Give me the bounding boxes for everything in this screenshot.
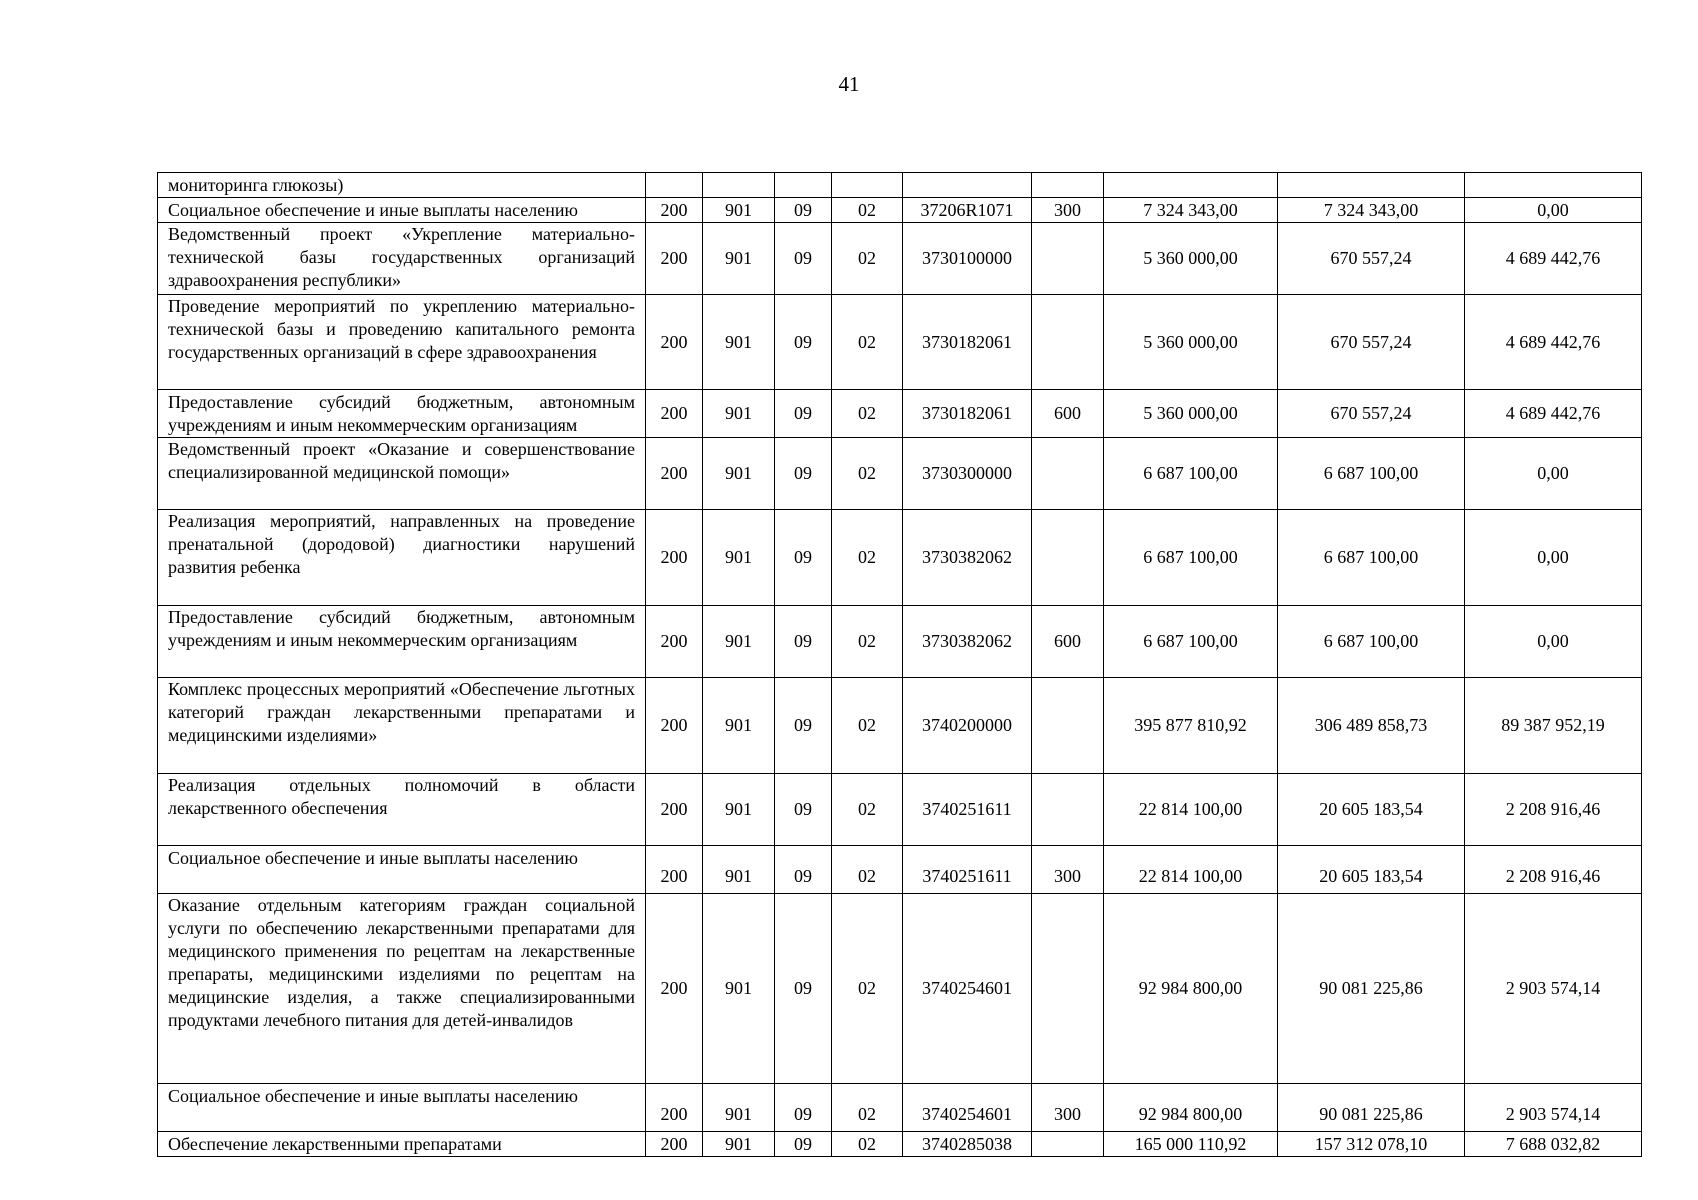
budget-table [157, 172, 1642, 1157]
row-csr-cell: 3730182061 [903, 390, 1032, 438]
row-rest-cell: 0,00 [1465, 606, 1642, 678]
row-vr-cell [1032, 510, 1104, 606]
row-rest-cell: 0,00 [1465, 198, 1642, 223]
row-ved-cell: 901 [703, 390, 775, 438]
row-ved-cell: 901 [703, 846, 775, 894]
row-ved-cell: 901 [703, 774, 775, 846]
row-vr-cell [1032, 1132, 1104, 1157]
row-fact-cell: 670 557,24 [1278, 390, 1465, 438]
row-csr-cell: 3740254601 [903, 1084, 1032, 1132]
row-rz-cell: 09 [775, 774, 832, 846]
row-name-cell: Оказание отдельным категориям граждан социальной услуги по обеспечению лекарственными препаратами для медицинского применения по рецептам на лекарственные препараты, медицинскими изделиями по рецептам на медицинские изделия, а также специализированными продуктами лечебного питания для детей-инвалидов [158, 894, 646, 1084]
row-plan-cell: 5 360 000,00 [1104, 390, 1278, 438]
row-group-cell: 200 [646, 1084, 703, 1132]
row-vr-cell: 600 [1032, 606, 1104, 678]
row-rz-cell: 09 [775, 223, 832, 295]
table-row [158, 1132, 1642, 1157]
row-group-cell: 200 [646, 678, 703, 774]
row-name-cell: Предоставление субсидий бюджетным, автономным учреждениям и иным некоммерческим организациям [158, 606, 646, 678]
row-plan-cell: 6 687 100,00 [1104, 510, 1278, 606]
row-name-cell: Проведение мероприятий по укреплению материально-технической базы и проведению капитального ремонта государственных организаций в сфере здравоохранения [158, 295, 646, 390]
row-group-cell: 200 [646, 390, 703, 438]
row-pr-cell: 02 [832, 438, 903, 510]
row-pr-cell: 02 [832, 223, 903, 295]
row-rest-cell [1465, 173, 1642, 198]
row-csr-cell: 3740200000 [903, 678, 1032, 774]
table-row [158, 173, 1642, 198]
table-row [158, 1084, 1642, 1132]
row-ved-cell: 901 [703, 295, 775, 390]
row-fact-cell: 90 081 225,86 [1278, 1084, 1465, 1132]
row-rz-cell: 09 [775, 390, 832, 438]
row-plan-cell: 22 814 100,00 [1104, 846, 1278, 894]
row-ved-cell: 901 [703, 510, 775, 606]
row-rz-cell: 09 [775, 606, 832, 678]
row-name-cell: Ведомственный проект «Укрепление материально-технической базы государственных организаций здравоохранения республики» [158, 223, 646, 295]
row-vr-cell: 600 [1032, 390, 1104, 438]
row-pr-cell: 02 [832, 1132, 903, 1157]
row-rest-cell: 0,00 [1465, 510, 1642, 606]
row-name-cell: Реализация мероприятий, направленных на проведение пренатальной (дородовой) диагностики нарушений развития ребенка [158, 510, 646, 606]
row-name-cell: Комплекс процессных мероприятий «Обеспечение льготных категорий граждан лекарственными препаратами и медицинскими изделиями» [158, 678, 646, 774]
row-group-cell: 200 [646, 510, 703, 606]
row-vr-cell: 300 [1032, 1084, 1104, 1132]
row-group-cell: 200 [646, 894, 703, 1084]
row-ved-cell: 901 [703, 678, 775, 774]
row-csr-cell: 3730300000 [903, 438, 1032, 510]
row-vr-cell [1032, 678, 1104, 774]
row-pr-cell: 02 [832, 198, 903, 223]
row-group-cell: 200 [646, 846, 703, 894]
row-group-cell: 200 [646, 774, 703, 846]
row-pr-cell: 02 [832, 510, 903, 606]
row-pr-cell: 02 [832, 678, 903, 774]
row-csr-cell: 3730182061 [903, 295, 1032, 390]
row-ved-cell: 901 [703, 894, 775, 1084]
row-ved-cell: 901 [703, 198, 775, 223]
table-row [158, 223, 1642, 295]
row-plan-cell: 6 687 100,00 [1104, 606, 1278, 678]
row-rz-cell: 09 [775, 295, 832, 390]
row-plan-cell: 92 984 800,00 [1104, 1084, 1278, 1132]
table-row [158, 510, 1642, 606]
row-fact-cell: 6 687 100,00 [1278, 438, 1465, 510]
row-vr-cell [1032, 173, 1104, 198]
row-fact-cell: 157 312 078,10 [1278, 1132, 1465, 1157]
row-fact-cell [1278, 173, 1465, 198]
row-plan-cell: 165 000 110,92 [1104, 1132, 1278, 1157]
row-group-cell: 200 [646, 606, 703, 678]
table-row [158, 198, 1642, 223]
row-plan-cell: 6 687 100,00 [1104, 438, 1278, 510]
row-rz-cell: 09 [775, 1132, 832, 1157]
row-ved-cell: 901 [703, 1132, 775, 1157]
table-row [158, 606, 1642, 678]
row-csr-cell: 37206R1071 [903, 198, 1032, 223]
row-group-cell: 200 [646, 198, 703, 223]
row-name-cell: Социальное обеспечение и иные выплаты населению [158, 198, 646, 223]
row-fact-cell: 7 324 343,00 [1278, 198, 1465, 223]
row-rest-cell: 4 689 442,76 [1465, 390, 1642, 438]
row-fact-cell: 20 605 183,54 [1278, 774, 1465, 846]
row-name-cell: Социальное обеспечение и иные выплаты населению [158, 846, 646, 894]
row-plan-cell: 7 324 343,00 [1104, 198, 1278, 223]
row-name-cell: Ведомственный проект «Оказание и совершенствование специализированной медицинской помощи» [158, 438, 646, 510]
row-rz-cell: 09 [775, 1084, 832, 1132]
row-pr-cell: 02 [832, 894, 903, 1084]
table-row [158, 390, 1642, 438]
table-row [158, 678, 1642, 774]
row-rest-cell: 2 903 574,14 [1465, 1084, 1642, 1132]
row-rest-cell: 2 208 916,46 [1465, 846, 1642, 894]
row-ved-cell: 901 [703, 438, 775, 510]
table-body [158, 173, 1642, 1157]
row-csr-cell [903, 173, 1032, 198]
row-rest-cell: 89 387 952,19 [1465, 678, 1642, 774]
row-rest-cell: 7 688 032,82 [1465, 1132, 1642, 1157]
row-name-cell: Обеспечение лекарственными препаратами [158, 1132, 646, 1157]
row-fact-cell: 6 687 100,00 [1278, 510, 1465, 606]
row-fact-cell: 20 605 183,54 [1278, 846, 1465, 894]
row-pr-cell: 02 [832, 1084, 903, 1132]
row-ved-cell: 901 [703, 1084, 775, 1132]
row-pr-cell: 02 [832, 390, 903, 438]
table-row [158, 774, 1642, 846]
row-group-cell [646, 173, 703, 198]
row-rz-cell: 09 [775, 438, 832, 510]
row-plan-cell: 92 984 800,00 [1104, 894, 1278, 1084]
row-pr-cell: 02 [832, 846, 903, 894]
row-plan-cell: 5 360 000,00 [1104, 295, 1278, 390]
row-fact-cell: 670 557,24 [1278, 295, 1465, 390]
row-rest-cell: 0,00 [1465, 438, 1642, 510]
row-fact-cell: 306 489 858,73 [1278, 678, 1465, 774]
row-fact-cell: 90 081 225,86 [1278, 894, 1465, 1084]
row-csr-cell: 3730382062 [903, 510, 1032, 606]
page-number: 41 [838, 72, 860, 96]
row-plan-cell: 5 360 000,00 [1104, 223, 1278, 295]
row-csr-cell: 3730382062 [903, 606, 1032, 678]
row-fact-cell: 6 687 100,00 [1278, 606, 1465, 678]
row-vr-cell [1032, 438, 1104, 510]
table-row [158, 295, 1642, 390]
row-rest-cell: 4 689 442,76 [1465, 223, 1642, 295]
row-pr-cell: 02 [832, 295, 903, 390]
row-ved-cell [703, 173, 775, 198]
row-rest-cell: 2 903 574,14 [1465, 894, 1642, 1084]
row-rz-cell: 09 [775, 510, 832, 606]
row-csr-cell: 3740251611 [903, 846, 1032, 894]
row-rz-cell: 09 [775, 894, 832, 1084]
row-vr-cell: 300 [1032, 846, 1104, 894]
row-vr-cell [1032, 295, 1104, 390]
row-rz-cell: 09 [775, 678, 832, 774]
row-ved-cell: 901 [703, 606, 775, 678]
row-group-cell: 200 [646, 1132, 703, 1157]
row-plan-cell: 22 814 100,00 [1104, 774, 1278, 846]
row-rz-cell: 09 [775, 846, 832, 894]
row-vr-cell: 300 [1032, 198, 1104, 223]
row-csr-cell: 3730100000 [903, 223, 1032, 295]
table-row [158, 894, 1642, 1084]
row-group-cell: 200 [646, 223, 703, 295]
row-vr-cell [1032, 894, 1104, 1084]
row-rest-cell: 2 208 916,46 [1465, 774, 1642, 846]
row-name-cell: Предоставление субсидий бюджетным, автономным учреждениям и иным некоммерческим организациям [158, 390, 646, 438]
row-group-cell: 200 [646, 438, 703, 510]
row-plan-cell [1104, 173, 1278, 198]
row-csr-cell: 3740285038 [903, 1132, 1032, 1157]
row-name-cell: мониторинга глюкозы) [158, 173, 646, 198]
row-csr-cell: 3740251611 [903, 774, 1032, 846]
row-name-cell: Социальное обеспечение и иные выплаты населению [158, 1084, 646, 1132]
row-group-cell: 200 [646, 295, 703, 390]
table-row [158, 438, 1642, 510]
row-ved-cell: 901 [703, 223, 775, 295]
row-rest-cell: 4 689 442,76 [1465, 295, 1642, 390]
row-fact-cell: 670 557,24 [1278, 223, 1465, 295]
row-csr-cell: 3740254601 [903, 894, 1032, 1084]
row-vr-cell [1032, 223, 1104, 295]
row-vr-cell [1032, 774, 1104, 846]
row-pr-cell: 02 [832, 774, 903, 846]
row-plan-cell: 395 877 810,92 [1104, 678, 1278, 774]
row-pr-cell: 02 [832, 606, 903, 678]
row-rz-cell [775, 173, 832, 198]
row-pr-cell [832, 173, 903, 198]
row-name-cell: Реализация отдельных полномочий в области лекарственного обеспечения [158, 774, 646, 846]
row-rz-cell: 09 [775, 198, 832, 223]
table-row [158, 846, 1642, 894]
